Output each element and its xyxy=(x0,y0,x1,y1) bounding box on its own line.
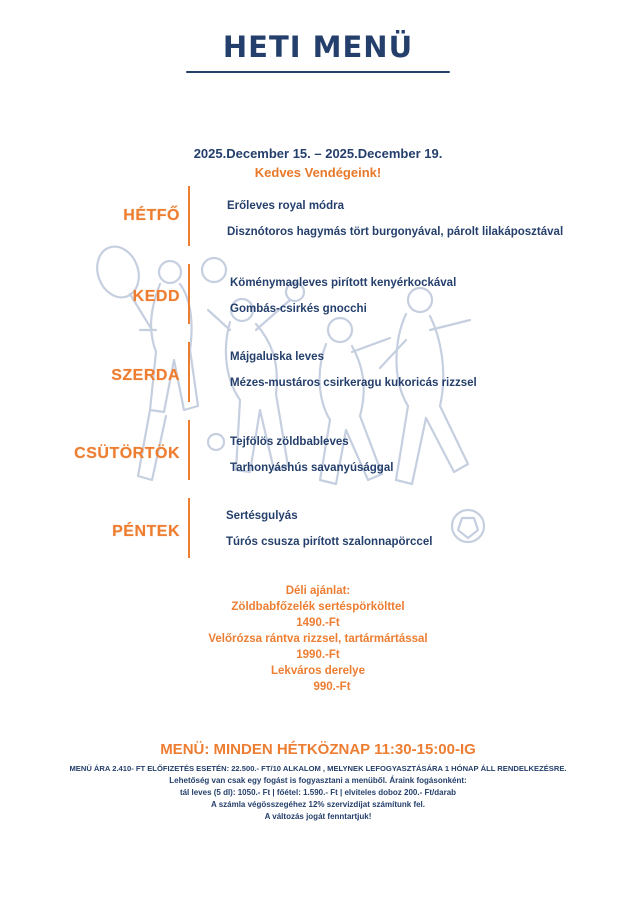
lunch-offer-item-name: Velőrózsa rántva rizzsel, tartármártással xyxy=(208,633,428,645)
dish-monday-main: Disznótoros hagymás tört burgonyával, párolt lilakáposztával xyxy=(227,226,564,238)
week-dates: 2025.December 15. – 2025.December 19. xyxy=(193,146,443,161)
lunch-offer-item-name: Lekváros derelye xyxy=(271,665,365,677)
lunch-offer-item-name: Zöldbabfőzelék sertéspörkölttel xyxy=(231,601,405,613)
day-divider-thursday xyxy=(188,420,190,480)
lunch-offer-item-price: 990.-Ft xyxy=(313,681,351,693)
day-divider-friday xyxy=(188,498,190,558)
title-underline xyxy=(186,71,450,73)
greeting: Kedves Vendégeink! xyxy=(254,165,382,180)
footer-pricing-line: MENÜ ÁRA 2.410- FT ELŐFIZETÉS ESETÉN: 22.500.- FT/10 ALKALOM , MELYNEK LEFOGYASZTÁSÁRA 1 HÓNAP ÁLL RENDELKEZÉSRE. xyxy=(69,764,567,773)
day-label-thursday: CSÜTÖRTÖK xyxy=(74,445,180,462)
footer-note-line: Lehetőség van csak egy fogást is fogyasztani a menüből. Áraink fogásonként: xyxy=(169,776,467,785)
page-title: HETI MENÜ xyxy=(222,30,414,64)
dish-friday-main: Túrós csusza pirított szalonnapörccel xyxy=(226,536,433,548)
lunch-offer-item-price: 1990.-Ft xyxy=(296,649,340,661)
dish-wednesday-main: Mézes-mustáros csirkeragu kukoricás rizzsel xyxy=(230,377,477,389)
dish-thursday-soup: Tejfölös zöldbableves xyxy=(230,436,349,448)
dish-wednesday-soup: Májgaluska leves xyxy=(230,351,324,363)
lunch-offer-item-price: 1490.-Ft xyxy=(296,617,340,629)
dish-tuesday-main: Gombás-csirkés gnocchi xyxy=(230,303,367,315)
dish-tuesday-soup: Köménymagleves pirított kenyérkockával xyxy=(230,277,457,289)
dish-thursday-main: Tarhonyáshús savanyúsággal xyxy=(230,462,394,474)
day-divider-tuesday xyxy=(188,264,190,324)
footer-prices-line: tál leves (5 dl): 1050.- Ft | főétel: 1.590.- Ft | elviteles doboz 200.- Ft/darab xyxy=(179,788,457,797)
lunch-offer-heading: Déli ajánlat: xyxy=(285,585,351,597)
day-divider-monday xyxy=(188,186,190,246)
footer-disclaimer-line: A változás jogát fenntartjuk! xyxy=(264,812,372,821)
dish-monday-soup: Erőleves royal módra xyxy=(227,200,344,212)
day-label-monday: HÉTFŐ xyxy=(123,207,180,224)
day-label-wednesday: SZERDA xyxy=(111,367,180,384)
menu-hours-title: MENÜ: MINDEN HÉTKÖZNAP 11:30-15:00-IG xyxy=(160,741,476,758)
day-label-tuesday: KEDD xyxy=(132,288,180,305)
dish-friday-soup: Sertésgulyás xyxy=(226,510,298,522)
footer-service-charge-line: A számla végösszegéhez 12% szervizdíjat számítunk fel. xyxy=(210,800,425,809)
day-label-friday: PÉNTEK xyxy=(112,523,180,540)
day-divider-wednesday xyxy=(188,342,190,402)
